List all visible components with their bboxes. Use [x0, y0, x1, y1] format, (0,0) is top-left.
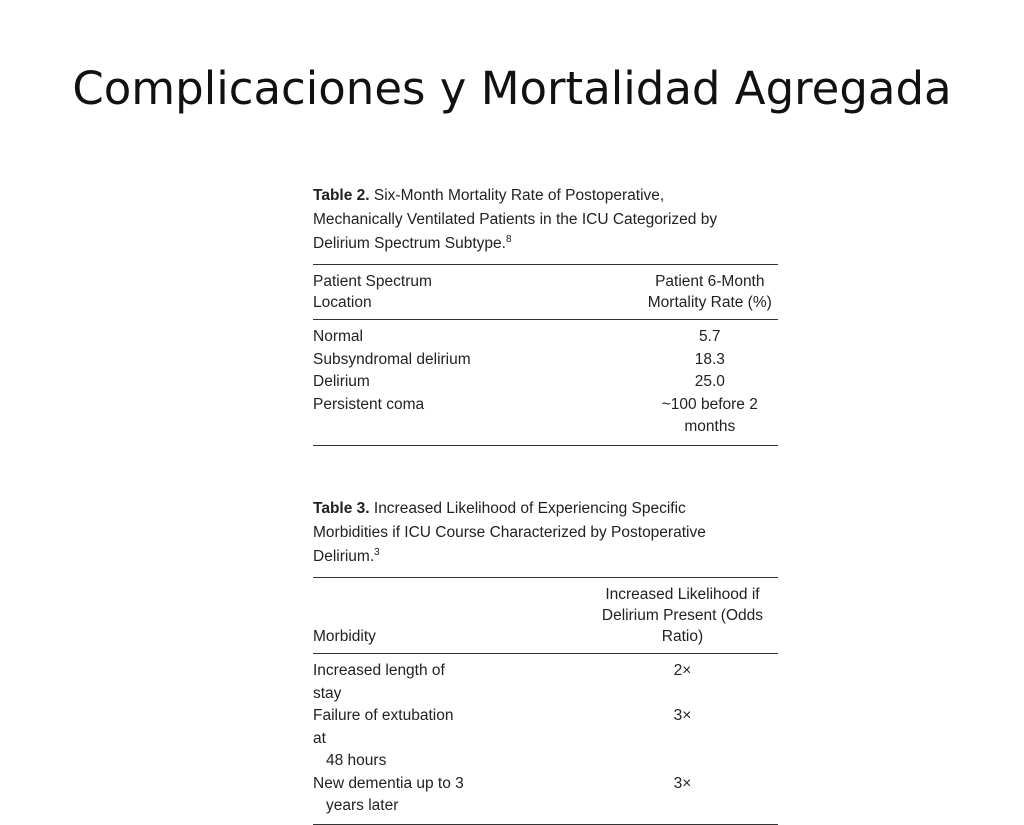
table-3-caption-line3: Delirium. — [313, 548, 375, 565]
table-row — [313, 705, 778, 773]
row-label: Persistent coma — [313, 395, 425, 413]
row-value: 5.7 — [699, 328, 721, 345]
row-label: Normal — [313, 328, 363, 345]
table-2-header-mortality — [482, 265, 778, 320]
table-3-caption-line2: Morbidities if ICU Course Characterized by Postoperative — [313, 524, 706, 541]
row-value: 3× — [673, 774, 692, 792]
table-row — [313, 320, 778, 349]
table-row — [313, 394, 778, 446]
table-row — [313, 349, 778, 372]
row-label-line1: New dementia up to 3 — [313, 774, 464, 792]
table-3 — [313, 497, 778, 825]
row-label-line1: Increased length of stay — [313, 662, 445, 702]
row-label: Subsyndromal delirium — [313, 350, 471, 368]
table-2-grid — [313, 264, 778, 446]
row-label — [313, 654, 467, 706]
row-label: Delirium — [313, 373, 370, 390]
table-2-caption — [313, 184, 778, 256]
table-row — [313, 654, 778, 706]
table-3-grid — [313, 577, 778, 825]
row-label — [313, 773, 467, 825]
row-label — [313, 705, 467, 773]
table-2-header-location: Patient Spectrum Location — [313, 265, 482, 320]
row-label-line2: years later — [326, 797, 399, 814]
table-3-caption-line1: Increased Likelihood of Experiencing Specific — [369, 500, 686, 517]
table-2-header-row — [313, 265, 778, 320]
row-value: 2× — [673, 662, 692, 679]
table-2-header-mortality-line1: Patient 6-Month — [655, 273, 765, 290]
row-label-line2: 48 hours — [326, 752, 387, 769]
row-value: ~100 before 2 months — [661, 395, 758, 435]
table-3-header-row — [313, 578, 778, 654]
slide-title: Complicaciones y Mortalidad Agregada — [72, 62, 952, 115]
row-value: 18.3 — [694, 350, 725, 368]
table-2 — [313, 184, 778, 446]
table-2-reference: 8 — [505, 233, 512, 245]
table-2-caption-line1: Six-Month Mortality Rate of Postoperative, — [369, 187, 665, 204]
row-label-line1: Failure of extubation at — [313, 707, 454, 747]
table-3-caption — [313, 497, 778, 569]
table-3-label: Table 3. — [313, 500, 370, 517]
table-3-header-likelihood — [467, 578, 778, 654]
row-value: 25.0 — [694, 373, 725, 390]
table-2-caption-line2: Mechanically Ventilated Patients in the ICU Categorized by — [313, 211, 718, 228]
table-row — [313, 371, 778, 394]
table-2-header-mortality-line2: Mortality Rate (%) — [647, 294, 772, 311]
row-value: 3× — [673, 707, 692, 724]
table-row — [313, 773, 778, 825]
table-3-header-likelihood-line1: Increased Likelihood if — [605, 586, 760, 603]
table-2-caption-line3: Delirium Spectrum Subtype. — [313, 235, 506, 252]
table-3-header-likelihood-line2: Delirium Present (Odds Ratio) — [601, 607, 763, 645]
table-3-header-morbidity: Morbidity — [313, 578, 467, 654]
table-3-reference: 3 — [374, 546, 380, 558]
table-2-label: Table 2. — [313, 187, 370, 204]
